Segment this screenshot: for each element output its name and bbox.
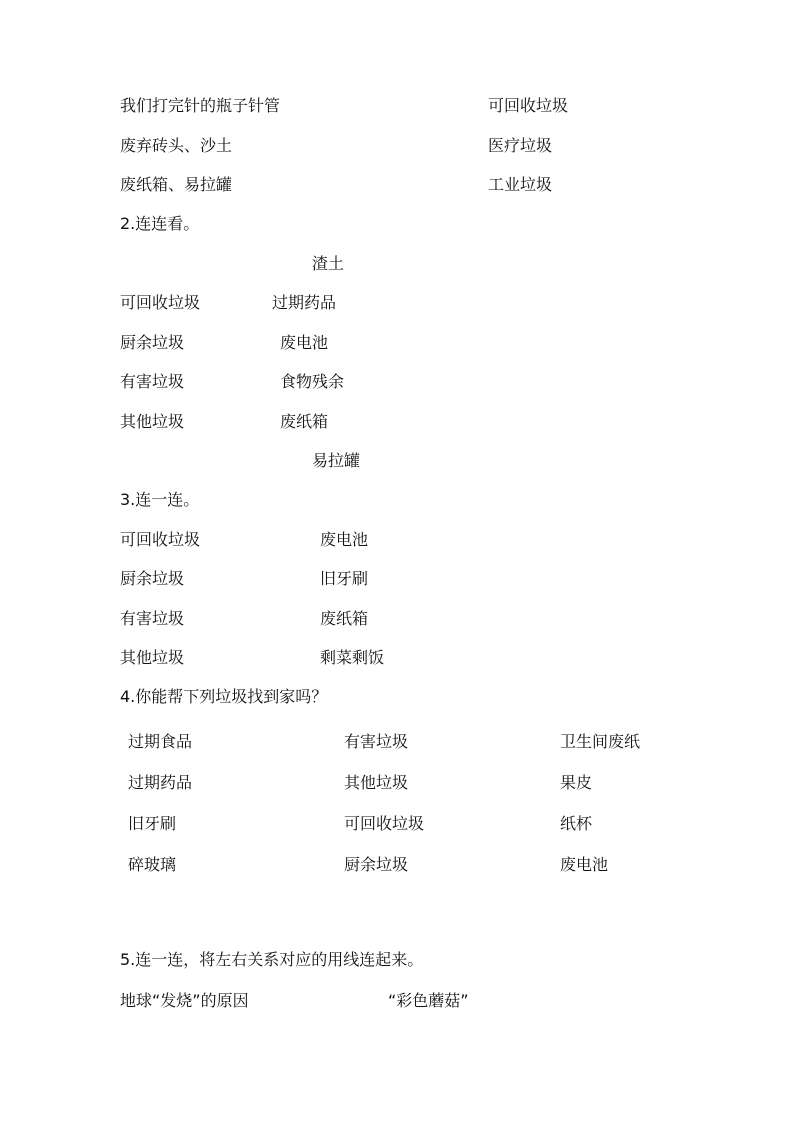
q3-right-item-2: 旧牙刷 bbox=[320, 569, 369, 588]
q3-left-item-4: 其他垃圾 bbox=[120, 648, 185, 667]
q3-left-item-2: 厨余垃圾 bbox=[120, 569, 185, 588]
q5-title: 5.连一连，将左右关系对应的用线连起来。 bbox=[120, 950, 424, 969]
q4-col3-item-1: 卫生间废纸 bbox=[560, 732, 641, 751]
q2-left-item-1: 可回收垃圾 bbox=[120, 293, 201, 312]
q2-right-item-4: 废纸箱 bbox=[280, 412, 329, 431]
q4-col3-item-3: 纸杯 bbox=[560, 814, 593, 833]
s1-right-item-3: 工业垃圾 bbox=[488, 175, 553, 194]
q4-col1-item-3: 旧牙刷 bbox=[128, 814, 177, 833]
q4-col3-item-2: 果皮 bbox=[560, 773, 593, 792]
q2-top-item: 渣土 bbox=[312, 254, 345, 273]
s1-right-item-1: 可回收垃圾 bbox=[488, 96, 569, 115]
q4-col2-item-2: 其他垃圾 bbox=[344, 773, 409, 792]
q4-col1-item-2: 过期药品 bbox=[128, 773, 193, 792]
q4-col2-item-4: 厨余垃圾 bbox=[344, 855, 409, 874]
s1-left-item-1: 我们打完针的瓶子针管 bbox=[120, 96, 281, 115]
q3-left-item-1: 可回收垃圾 bbox=[120, 530, 201, 549]
q3-right-item-1: 废电池 bbox=[320, 530, 369, 549]
q2-bottom-item: 易拉罐 bbox=[312, 451, 361, 470]
q4-col2-item-3: 可回收垃圾 bbox=[344, 814, 425, 833]
q3-title: 3.连一连。 bbox=[120, 490, 200, 509]
q2-title: 2.连连看。 bbox=[120, 214, 200, 233]
q3-left-item-3: 有害垃圾 bbox=[120, 609, 185, 628]
q4-col1-item-4: 碎玻璃 bbox=[128, 855, 177, 874]
q2-left-item-3: 有害垃圾 bbox=[120, 372, 185, 391]
q5-left-item: 地球“发烧”的原因 bbox=[120, 991, 249, 1010]
s1-right-item-2: 医疗垃圾 bbox=[488, 136, 553, 155]
q2-left-item-4: 其他垃圾 bbox=[120, 412, 185, 431]
q2-left-item-2: 厨余垃圾 bbox=[120, 333, 185, 352]
q4-col3-item-4: 废电池 bbox=[560, 855, 609, 874]
q3-right-item-4: 剩菜剩饭 bbox=[320, 648, 385, 667]
q4-col2-item-1: 有害垃圾 bbox=[344, 732, 409, 751]
q2-right-item-3: 食物残余 bbox=[280, 372, 345, 391]
q4-title: 4.你能帮下列垃圾找到家吗？ bbox=[120, 687, 328, 706]
s1-left-item-3: 废纸箱、易拉罐 bbox=[120, 175, 233, 194]
q5-right-item: “彩色蘑菇” bbox=[388, 991, 469, 1010]
q2-right-item-2: 废电池 bbox=[280, 333, 329, 352]
s1-left-item-2: 废弃砖头、沙土 bbox=[120, 136, 233, 155]
q2-right-item-1: 过期药品 bbox=[272, 293, 337, 312]
q4-col1-item-1: 过期食品 bbox=[128, 732, 193, 751]
q3-right-item-3: 废纸箱 bbox=[320, 609, 369, 628]
